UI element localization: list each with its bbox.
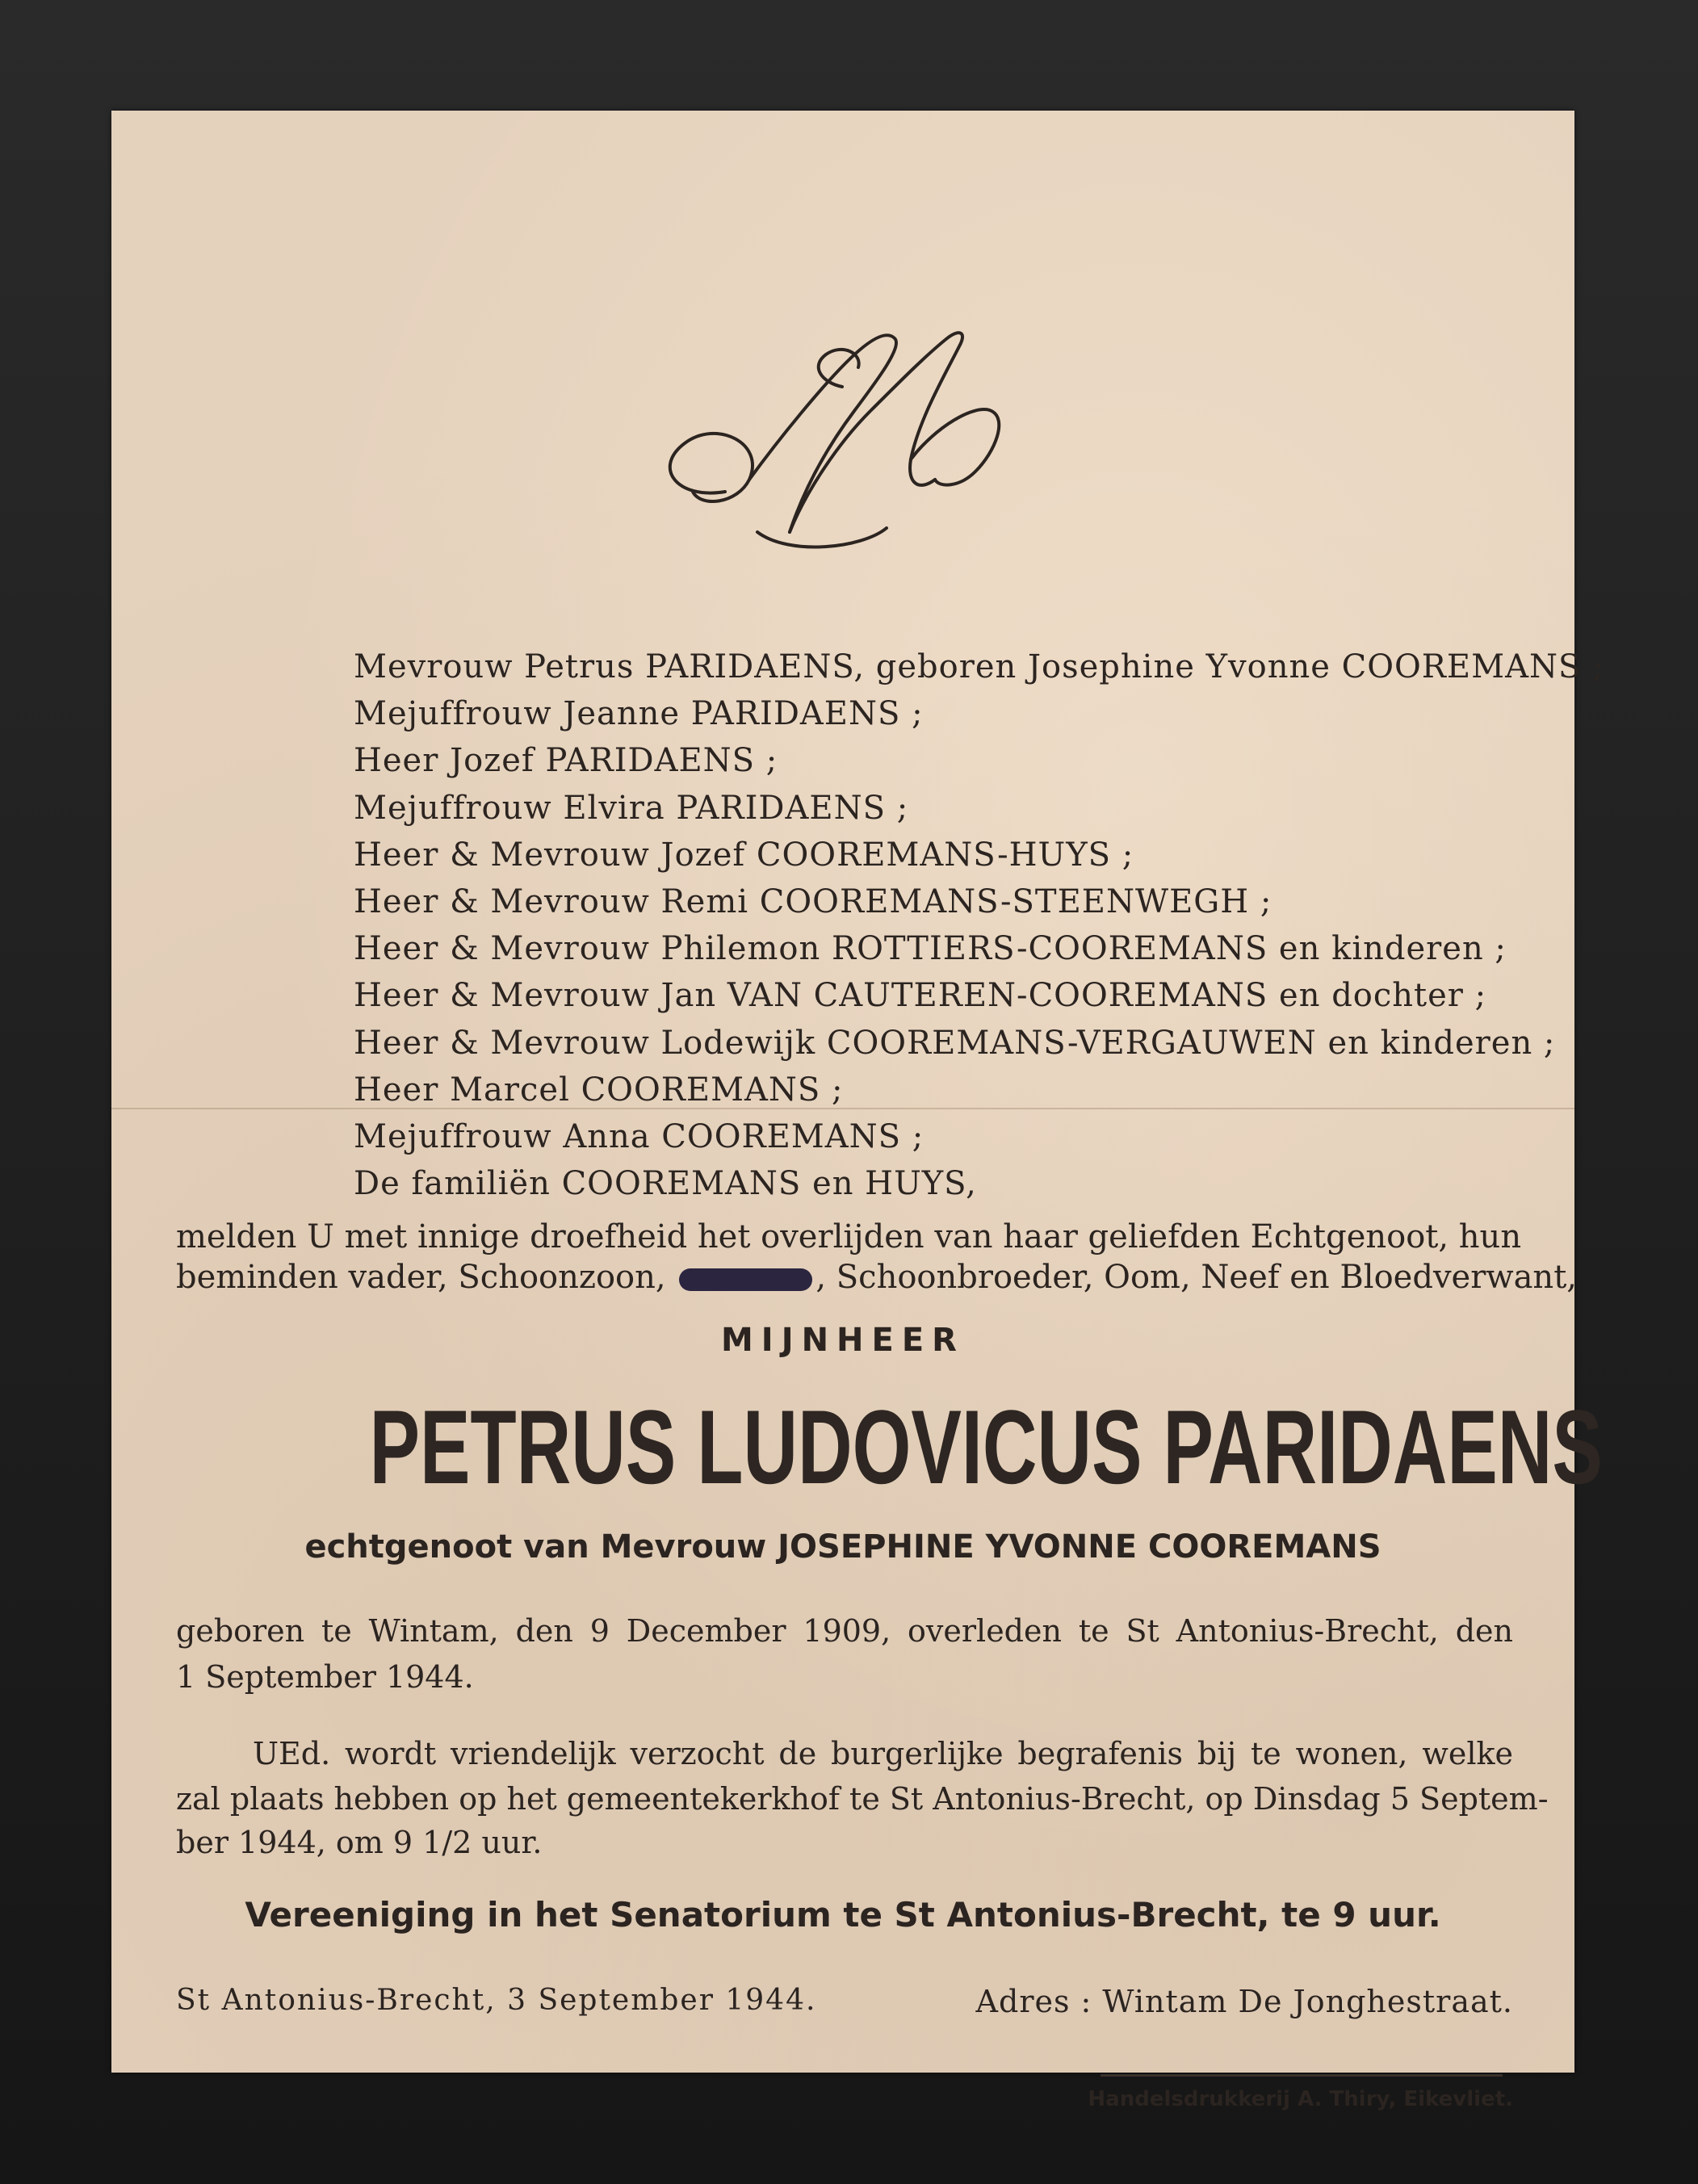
monogram-m	[628, 290, 1032, 581]
relative-line: Heer & Mevrouw Philemon ROTTIERS-COOREMANS en kinderen ;	[354, 930, 1507, 968]
relatives-list	[354, 643, 1604, 1207]
relative-line: Heer Marcel COOREMANS ;	[354, 1071, 844, 1109]
relative-line: Mejuffrouw Anna COOREMANS ;	[354, 1117, 924, 1155]
honorific-title: MIJNHEER	[721, 1322, 965, 1359]
relative-line: Mevrouw Petrus PARIDAENS, geboren Josephine Yvonne COOREMANS ;	[354, 648, 1604, 685]
gathering-notice: Vereeniging in het Senatorium te St Antonius-Brecht, te 9 uur.	[245, 1895, 1441, 1935]
funeral-text-2: zal plaats hebben op het gemeentekerkhof te St Antonius-Brecht, op Dinsdag 5 Septem-	[176, 1781, 1549, 1817]
birth-death-text-1: geboren te Wintam, den 9 December 1909, overleden te St Antonius-Brecht, den	[176, 1613, 1513, 1649]
announcement-line-2-start: beminden vader, Schoonzoon,	[176, 1259, 666, 1296]
deceased-name: PETRUS LUDOVICUS PARIDAENS	[369, 1388, 1603, 1506]
relative-line: Mejuffrouw Jeanne PARIDAENS ;	[354, 695, 924, 733]
relative-line: Heer & Mevrouw Lodewijk COOREMANS-VERGAUWEN en kinderen ;	[354, 1024, 1556, 1062]
relative-line: De familiën COOREMANS en HUYS,	[354, 1165, 977, 1203]
announcement-line-2-end: , Schoonbroeder, Oom, Neef en Bloedverwant,	[815, 1259, 1577, 1296]
announcement-line-1: melden U met innige droefheid het overlijden van haar geliefden Echtgenoot, hun	[176, 1218, 1522, 1255]
place-date: St Antonius-Brecht, 3 September 1944.	[176, 1984, 817, 2017]
printer-divider	[1101, 2074, 1503, 2077]
announcement-line-2	[176, 1257, 1577, 1297]
funeral-text-1: UEd. wordt vriendelijk verzocht de burgerlijke begrafenis bij te wonen, welke	[253, 1736, 1513, 1771]
spouse-line: echtgenoot van Mevrouw JOSEPHINE YVONNE COOREMANS	[304, 1528, 1381, 1566]
birth-death-line-2: 1 September 1944.	[176, 1659, 474, 1695]
funeral-line-3: ber 1944, om 9 1/2 uur.	[176, 1825, 543, 1860]
relative-line: Heer & Mevrouw Jan VAN CAUTEREN-COOREMANS en dochter ;	[354, 977, 1487, 1015]
birth-death-line-1	[176, 1608, 1513, 1654]
relative-line: Heer & Mevrouw Jozef COOREMANS-HUYS ;	[354, 836, 1134, 874]
printer-credit: Handelsdrukkerij A. Thiry, Eikevliet.	[1088, 2087, 1513, 2111]
redaction-mark	[679, 1268, 812, 1291]
address: Adres : Wintam De Jonghestraat.	[975, 1984, 1513, 2019]
relative-line: Heer & Mevrouw Remi COOREMANS-STEENWEGH ;	[354, 882, 1272, 920]
relative-line: Mejuffrouw Elvira PARIDAENS ;	[354, 789, 909, 827]
relative-line: Heer Jozef PARIDAENS ;	[354, 742, 778, 780]
funeral-card	[111, 111, 1604, 2111]
funeral-line-1	[253, 1731, 1513, 1776]
funeral-line-2	[176, 1776, 1549, 1821]
